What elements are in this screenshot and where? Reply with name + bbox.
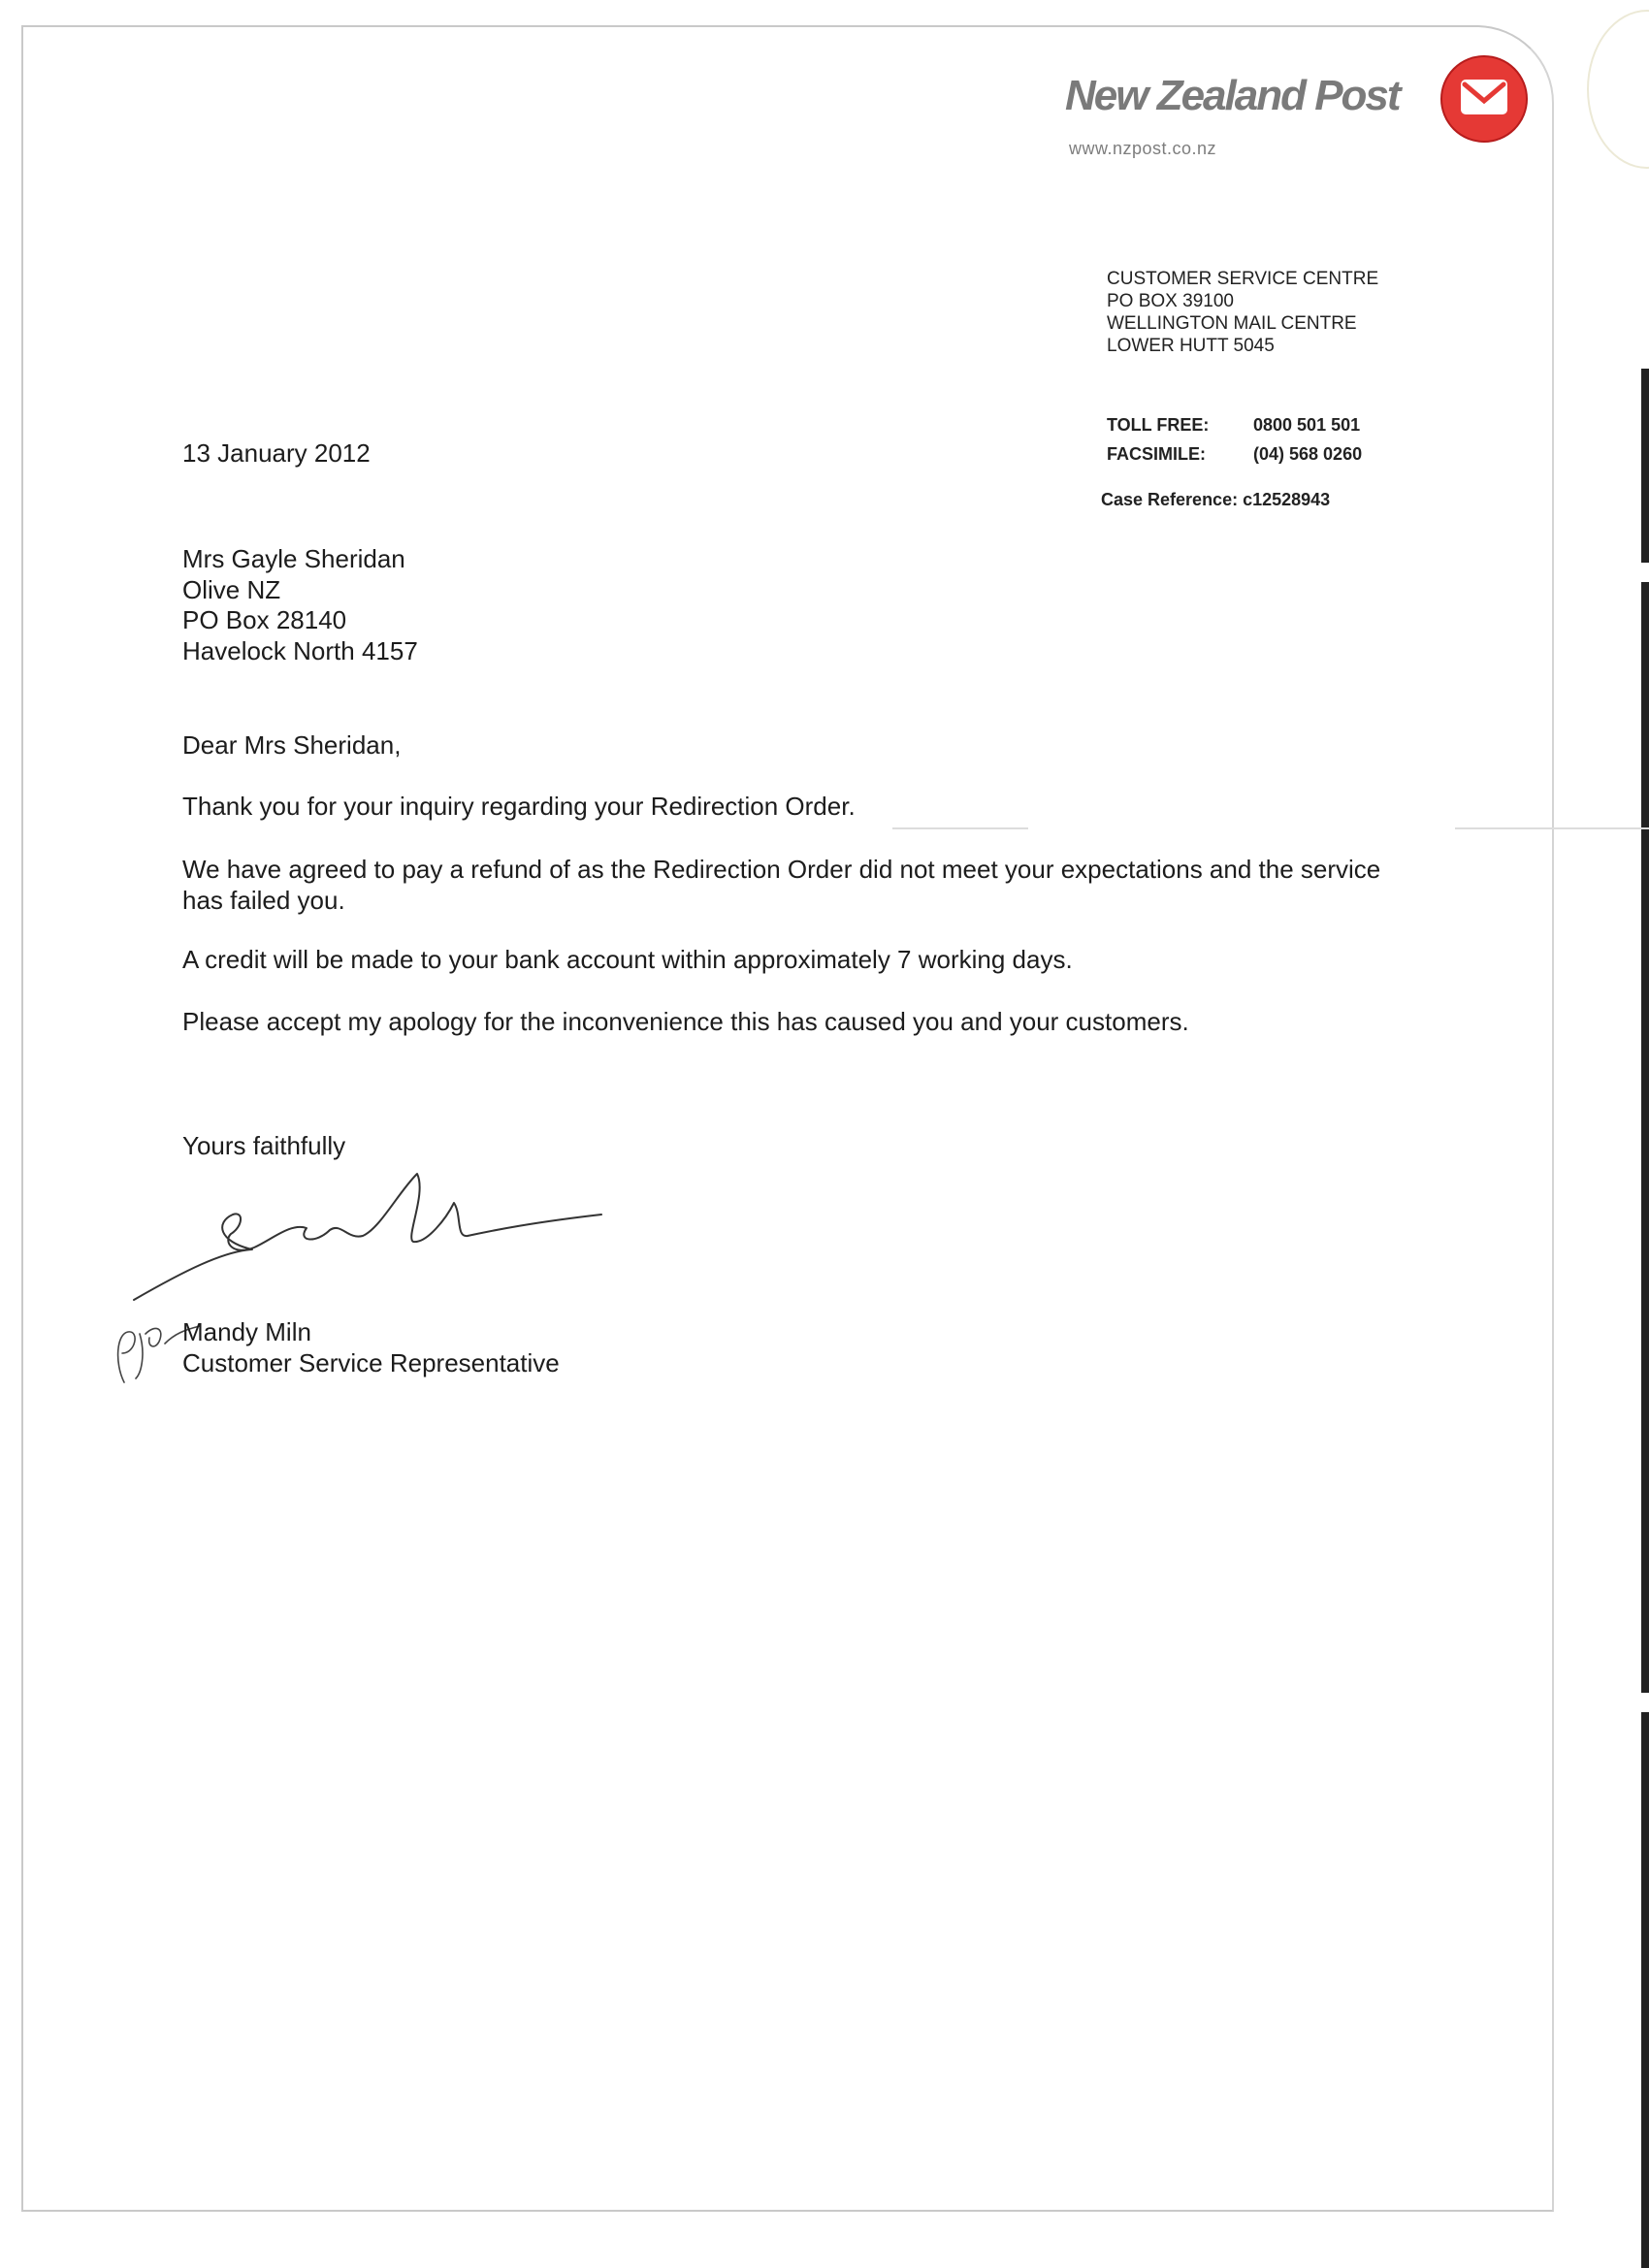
letter-date: 13 January 2012 (182, 438, 371, 468)
body-paragraph: We have agreed to pay a refund of as the Redirection Order did not meet your expectations and the service has failed you. (182, 855, 1381, 915)
address-line: PO BOX 39100 (1107, 291, 1234, 311)
scan-edge-bar (1641, 1712, 1649, 2268)
address-line: WELLINGTON MAIL CENTRE (1107, 313, 1357, 334)
toll-free-label: TOLL FREE: (1107, 415, 1210, 435)
fax-label: FACSIMILE: (1107, 444, 1206, 464)
address-line: LOWER HUTT 5045 (1107, 336, 1275, 356)
signer-name: Mandy Miln (182, 1317, 311, 1346)
case-reference-label: Case Reference: (1101, 490, 1239, 509)
case-reference (1101, 490, 1330, 510)
scan-edge-bar (1641, 582, 1649, 1693)
fold-line (1455, 827, 1649, 829)
signer-title: Customer Service Representative (182, 1348, 560, 1377)
recipient-town: Havelock North 4157 (182, 636, 418, 665)
closing: Yours faithfully (182, 1131, 346, 1160)
address-line: CUSTOMER SERVICE CENTRE (1107, 269, 1379, 289)
body-paragraph: Please accept my apology for the inconvenience this has caused you and your customers. (182, 1007, 1189, 1036)
recipient-po-box: PO Box 28140 (182, 605, 347, 634)
contact-block (1107, 415, 1362, 473)
brand-logo (1065, 54, 1531, 151)
body-paragraph: Thank you for your inquiry regarding your Redirection Order. (182, 792, 856, 821)
salutation: Dear Mrs Sheridan, (182, 730, 402, 760)
website-link[interactable]: www.nzpost.co.nz (1069, 139, 1217, 158)
body-paragraph: A credit will be made to your bank account within approximately 7 working days. (182, 945, 1073, 974)
scan-edge-mark (1587, 10, 1649, 169)
toll-free-number: 0800 501 501 (1253, 415, 1361, 435)
handwritten-signature (126, 1154, 611, 1319)
envelope-icon (1439, 54, 1529, 144)
sender-address (1107, 268, 1378, 357)
fold-line (892, 827, 1028, 829)
recipient-company: Olive NZ (182, 575, 281, 604)
fax-row (1107, 444, 1362, 473)
toll-free-row (1107, 415, 1362, 444)
fax-number: (04) 568 0260 (1253, 444, 1363, 464)
brand-name: New Zealand Post (1065, 72, 1400, 119)
recipient-name: Mrs Gayle Sheridan (182, 544, 405, 573)
case-reference-value: c12528943 (1243, 490, 1331, 509)
scan-edge-bar (1641, 369, 1649, 563)
